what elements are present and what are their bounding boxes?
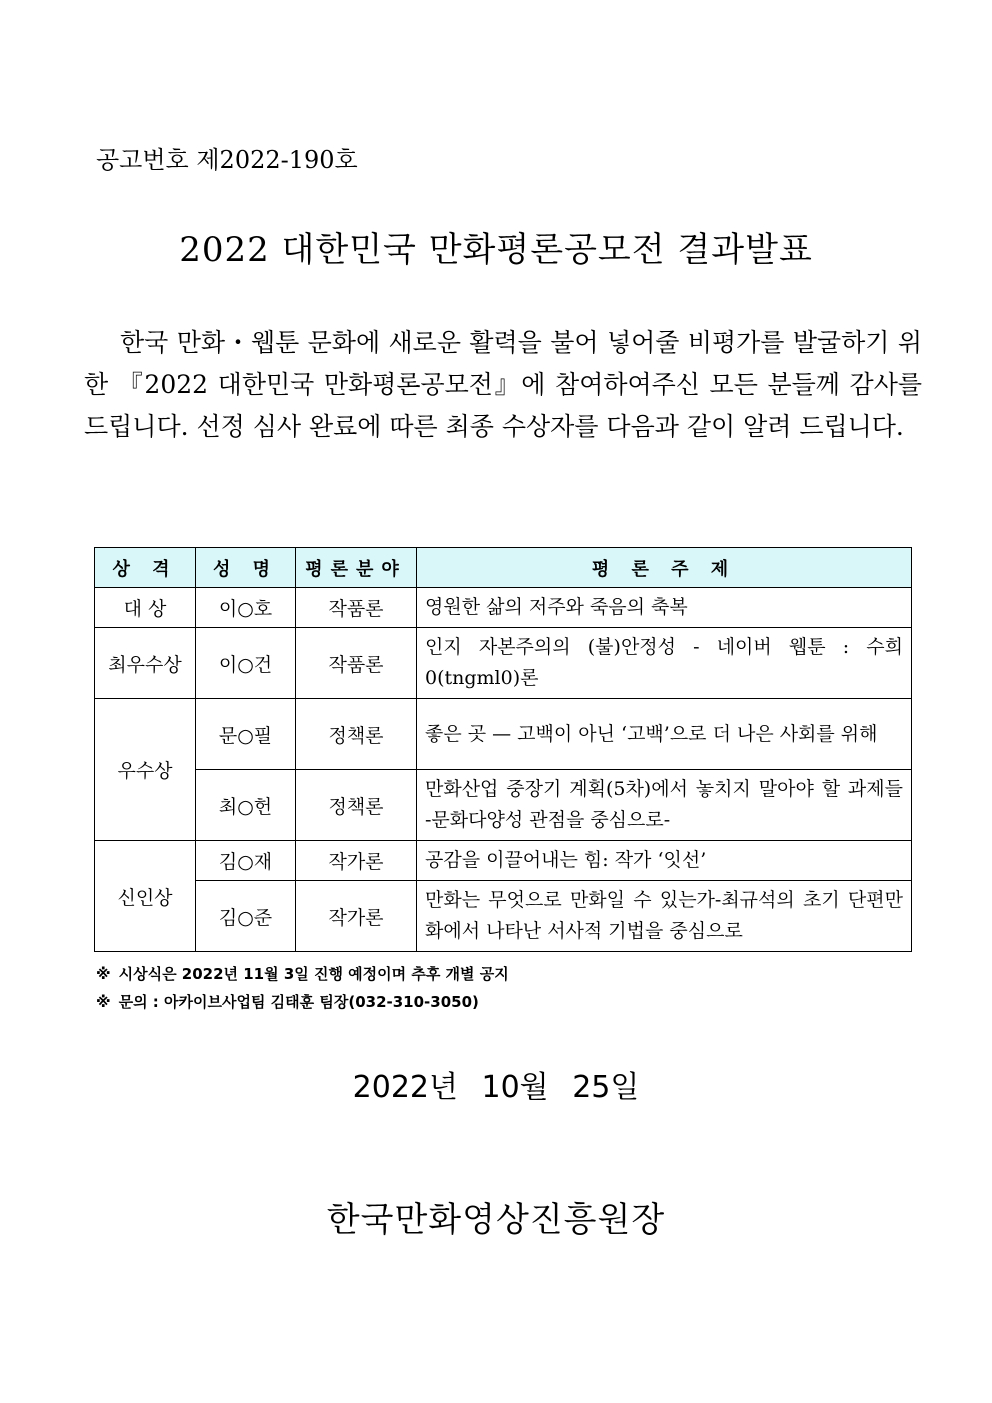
topic-cell: 만화산업 중장기 계획(5차)에서 놓치지 말아야 할 과제들 -문화다양성 관점을 중심으로- — [417, 770, 912, 841]
field-cell: 정책론 — [296, 770, 417, 841]
topic-cell: 공감을 이끌어내는 힘: 작가 ‘잇선’ — [417, 841, 912, 881]
header-rank: 상 격 — [95, 548, 196, 588]
field-cell: 정책론 — [296, 699, 417, 770]
field-cell: 작품론 — [296, 588, 417, 628]
field-cell: 작가론 — [296, 841, 417, 881]
results-table — [94, 547, 912, 952]
topic-cell: 영원한 삶의 저주와 죽음의 축복 — [417, 588, 912, 628]
note-line — [96, 960, 509, 988]
issuer-name: 한국만화영상진흥원장 — [326, 1200, 666, 1240]
note-text: 시상식은 2022년 11월 3일 진행 예정이며 추후 개별 공지 — [118, 965, 509, 983]
table-row — [95, 770, 912, 841]
table-row — [95, 699, 912, 770]
table-header-row — [95, 548, 912, 588]
rank-cell: 우수상 — [95, 699, 196, 841]
header-name: 성 명 — [196, 548, 296, 588]
name-cell: 이○호 — [196, 588, 296, 628]
name-cell: 김○재 — [196, 841, 296, 881]
table-row — [95, 628, 912, 699]
rank-cell: 최우수상 — [95, 628, 196, 699]
topic-cell: 인지 자본주의의 (불)안정성 - 네이버 웹툰 : 수희0(tngml0)론 — [417, 628, 912, 699]
topic-cell: 만화는 무엇으로 만화일 수 있는가-최규석의 초기 단편만화에서 나타난 서사적 기법을 중심으로 — [417, 881, 912, 952]
notes — [96, 960, 509, 1016]
note-mark: ※ — [96, 993, 111, 1011]
field-cell: 작품론 — [296, 628, 417, 699]
note-line — [96, 988, 509, 1016]
table-row — [95, 588, 912, 628]
notice-number: 공고번호 제2022-190호 — [96, 146, 358, 174]
rank-cell: 대 상 — [95, 588, 196, 628]
name-cell: 이○건 — [196, 628, 296, 699]
intro-paragraph: 한국 만화・웹툰 문화에 새로운 활력을 불어 넣어줄 비평가를 발굴하기 위한 『2022 대한민국 만화평론공모전』에 참여하여주신 모든 분들께 감사를 드립니다. 선정 심사 완료에 따른 최종 수상자를 다음과 같이 알려 드립니다. — [84, 328, 922, 441]
topic-cell: 좋은 곳 — 고백이 아닌 ‘고백’으로 더 나은 사회를 위해 — [417, 699, 912, 770]
rank-cell: 신인상 — [95, 841, 196, 952]
note-text: 문의 : 아카이브사업팀 김태훈 팀장(032-310-3050) — [118, 993, 479, 1011]
header-field: 평론분야 — [296, 548, 417, 588]
page-title: 2022 대한민국 만화평론공모전 결과발표 — [179, 230, 813, 270]
table-row — [95, 881, 912, 952]
announcement-date: 2022년 10월 25일 — [352, 1070, 640, 1105]
header-topic: 평 론 주 제 — [417, 548, 912, 588]
note-mark: ※ — [96, 965, 111, 983]
table-row — [95, 841, 912, 881]
field-cell: 작가론 — [296, 881, 417, 952]
name-cell: 최○헌 — [196, 770, 296, 841]
name-cell: 김○준 — [196, 881, 296, 952]
name-cell: 문○필 — [196, 699, 296, 770]
